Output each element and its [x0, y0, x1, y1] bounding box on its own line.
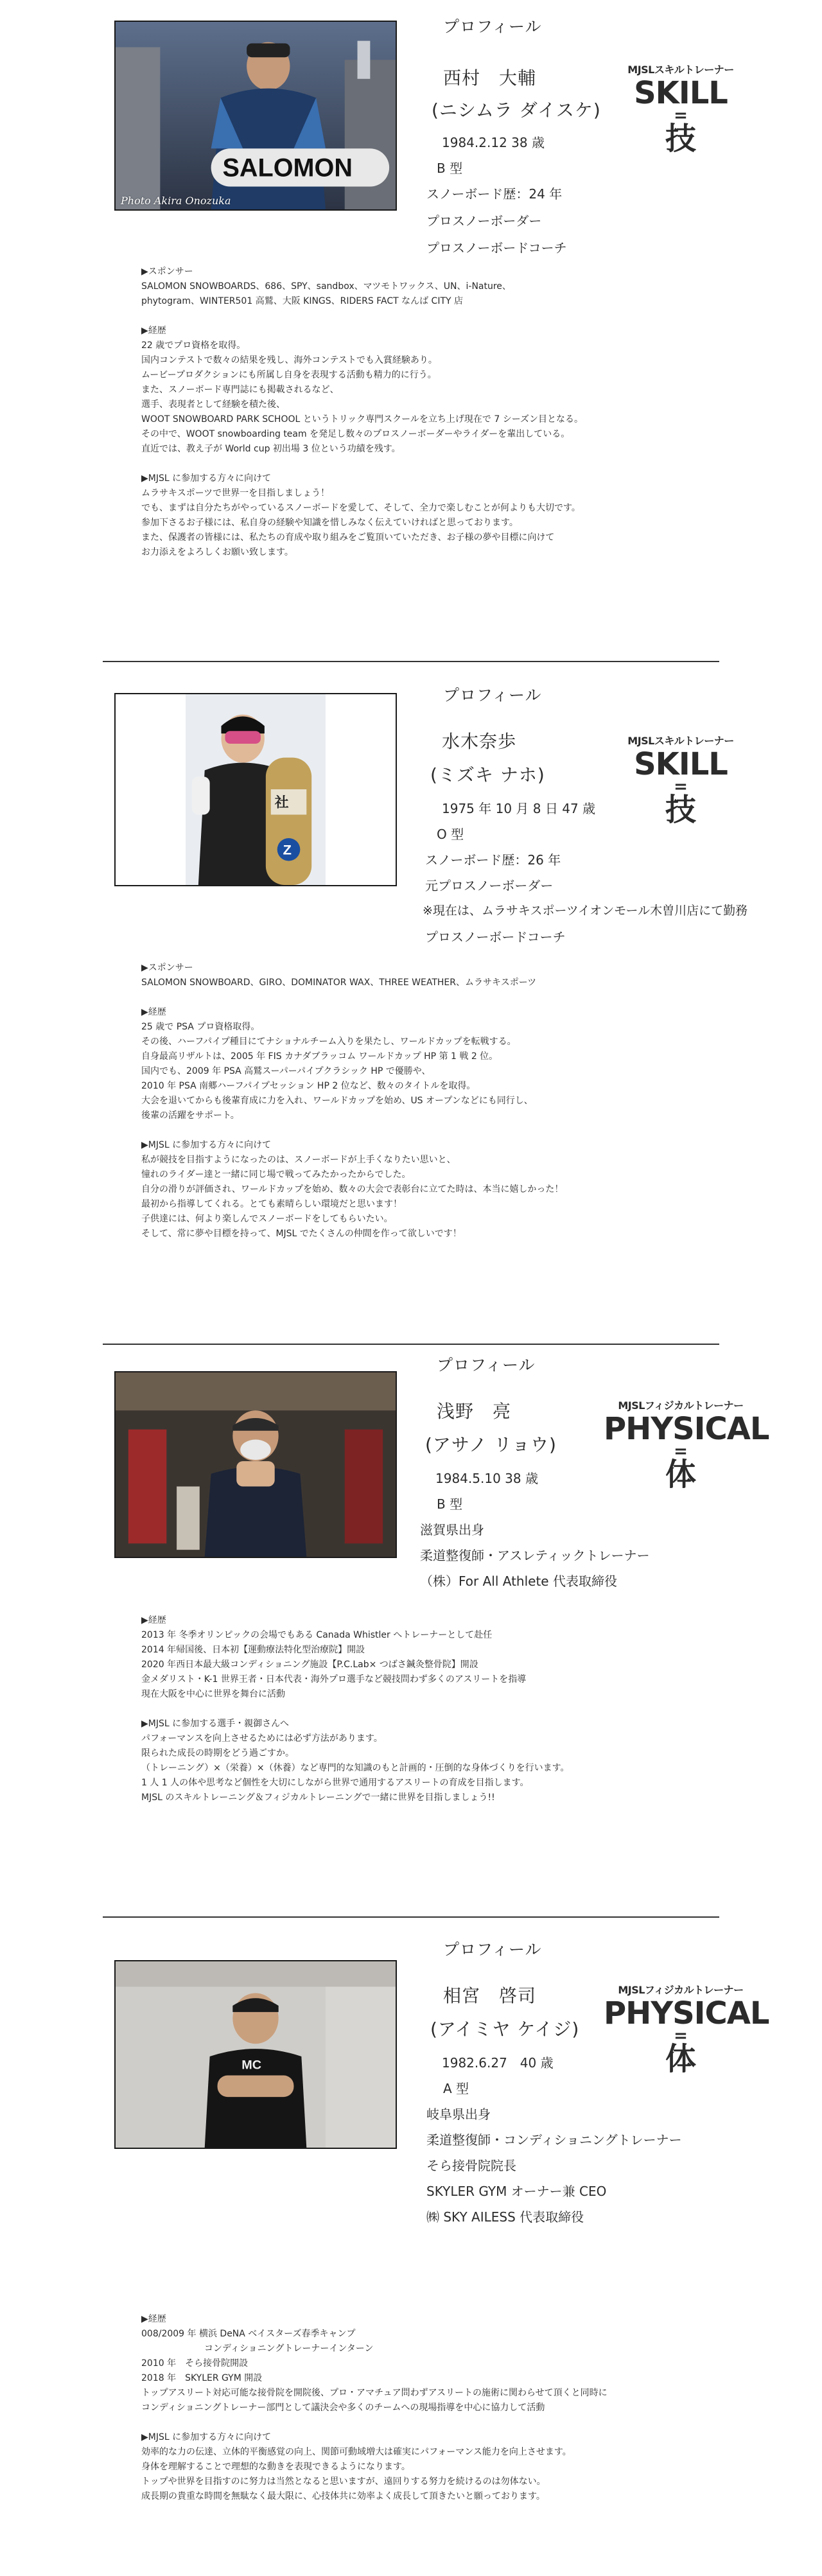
trainer-card-asano — [0, 1345, 822, 1916]
trainer-kana: (ニシムラ ダイスケ) — [432, 100, 601, 121]
bio-line: WOOT SNOWBOARD PARK SCHOOL というトリック専門スクールを立ち上げ現在で 7 シーズン目となる。 — [141, 414, 583, 425]
bio-line: また、スノーボード専門誌にも掲載されるなど、 — [141, 385, 339, 395]
bio-line: トップアスリート対応可能な接骨院を開院後、プロ・アマチュア問わずアスリートの施術に関わらせて頂くと同時に — [141, 2388, 608, 2398]
profile-heading: プロフィール — [443, 17, 542, 36]
bio-line: MJSL のスキルトレーニング＆フィジカルトレーニングで一緒に世界を目指しましょう!! — [141, 1792, 495, 1803]
bio-line: 直近では、教え子が World cup 初出場 3 位という功績を残す。 — [141, 444, 401, 454]
bio-line: 参加下さるお子様には、私自身の経験や知識を惜しみなく伝えていければと思っております。 — [141, 518, 518, 528]
bio-line: そして、常に夢や目標を持って、MJSL でたくさんの仲間を作って欲しいです！ — [141, 1229, 462, 1239]
bio-line: 現在大阪を中心に世界を舞台に活動 — [141, 1689, 285, 1699]
trainer-photo-mizuki — [114, 693, 397, 886]
profile-heading: プロフィール — [437, 1356, 536, 1374]
bio-line: 自身最高リザルトは、2005 年 FIS カナダブラッコム ワールドカップ HP 第 1 戦 2 位。 — [141, 1051, 498, 1062]
profile-birth: 1984.2.12 38 歳 — [442, 135, 545, 150]
bio-line: コンディショニングトレーナー部門として議決会や多くのチームへの現場指導を中心に協力して活動 — [141, 2403, 545, 2413]
bio-line: 後輩の活躍をサポート。 — [141, 1110, 240, 1121]
badge-equals: = — [674, 777, 688, 796]
badge-label: MJSLフィジカルトレーナー — [618, 1399, 744, 1412]
badge-kanji: 技 — [665, 121, 696, 157]
profile-role: そら接骨院院長 — [426, 2158, 516, 2173]
trainer-bio — [141, 2312, 777, 2504]
paragraph-gap — [141, 457, 777, 471]
profile-origin: 滋賀県出身 — [420, 1522, 484, 1538]
profile-career: スノーボード歴：24 年 — [426, 186, 563, 202]
bio-line: 2013 年 冬季オリンピックの会場でもある Canada Whistler へトレーナーとして赴任 — [141, 1630, 493, 1640]
bio-line: 選手、表現者として経験を積た後、 — [141, 399, 285, 410]
profile-origin: 岐阜県出身 — [426, 2107, 491, 2122]
profile-role: プロスノーボードコーチ — [425, 929, 566, 945]
bio-line: 国内コンテストで数々の結果を残し、海外コンテストでも入賞経験あり。 — [141, 355, 437, 365]
trainer-name: 相宮 啓司 — [443, 1985, 537, 2006]
bio-line: コンディショニングトレーナーインターン — [141, 2344, 374, 2354]
profile-role: 柔道整復師・コンディショニングトレーナー — [426, 2132, 682, 2148]
badge-equals: = — [674, 2026, 688, 2046]
bio-line: 大会を退いてからも後輩育成に力を入れ、ワールドカップを始め、US オープンなどにも同行し、 — [141, 1096, 533, 1106]
profile-company: （株）For All Athlete 代表取締役 — [420, 1573, 617, 1589]
profile-role: SKYLER GYM オーナー兼 CEO — [426, 2184, 607, 2199]
trainer-badge-skill — [604, 733, 758, 828]
bio-line: 008/2009 年 横浜 DeNA ベイスターズ春季キャンプ — [141, 2329, 356, 2339]
trainer-name: 浅野 亮 — [437, 1401, 512, 1422]
badge-label: MJSLスキルトレーナー — [627, 64, 734, 76]
trainer-badge-physical — [604, 1982, 769, 2078]
paragraph-gap — [141, 1702, 777, 1717]
section-heading: ▶経歴 — [141, 326, 166, 336]
section-heading: ▶スポンサー — [141, 267, 193, 277]
bio-line: 2010 年 そら接骨院開設 — [141, 2358, 249, 2369]
trainer-card-nishimura — [0, 0, 822, 662]
trainer-kana: (アサノ リョウ) — [425, 1434, 557, 1455]
profile-blood: A 型 — [443, 2081, 469, 2096]
bio-line: 国内でも、2009 年 PSA 高鷲スーパーパイプクラシック HP で優勝や、 — [141, 1066, 431, 1076]
badge-equals: = — [674, 1442, 688, 1461]
paragraph-gap — [141, 1123, 777, 1138]
trainer-photo-nishimura — [114, 21, 397, 211]
bio-line: 2020 年西日本最大級コンディショニング施設【P.C.Lab× つばさ鍼灸整骨院】開設 — [141, 1660, 478, 1670]
bio-line: ムラサキスポーツで世界一を目指しましょう！ — [141, 488, 330, 498]
profile-role: プロスノーボーダー — [426, 213, 542, 229]
trainer-card-mizuki — [0, 662, 822, 1344]
bio-line: 成長期の貴重な時間を無駄なく最大限に、心技体共に効率よく成長して頂きたいと願っております。 — [141, 2491, 545, 2502]
badge-label: MJSLスキルトレーナー — [627, 735, 734, 747]
profile-heading: プロフィール — [443, 686, 542, 705]
bio-line: パフォーマンスを向上させるためには必ず方法があります。 — [141, 1733, 383, 1744]
trainer-kana: (アイミヤ ケイジ) — [430, 2019, 580, 2040]
trainer-name: 水木奈歩 — [442, 731, 517, 752]
bio-line: SALOMON SNOWBOARDS、686、SPY、sandbox、マツモトワックス、UN、i-Nature、 — [141, 281, 511, 292]
badge-word: PHYSICAL — [604, 1995, 769, 2031]
bio-line: （トレーニング）×（栄養）×（休養）など専門的な知識のもと計画的・圧倒的な身体づくりを行います。 — [141, 1763, 570, 1773]
profile-birth: 1975 年 10 月 8 日 47 歳 — [442, 801, 596, 816]
badge-kanji: 体 — [665, 2041, 696, 2078]
bio-line: 金メダリスト・K-1 世界王者・日本代表・海外プロ選手など競技問わず多くのアスリートを指導 — [141, 1674, 527, 1685]
bio-line: 22 歳でプロ資格を取得。 — [141, 340, 246, 351]
bio-line: 2014 年帰国後、日本初【運動療法特化型治療院】開設 — [141, 1645, 365, 1655]
paragraph-gap — [141, 990, 777, 1005]
svg-text:MC: MC — [241, 2058, 262, 2072]
trainer-kana: (ミズキ ナホ) — [430, 764, 545, 785]
badge-word: SKILL — [634, 746, 728, 782]
svg-text:SALOMON: SALOMON — [222, 153, 353, 182]
profile-company: ㈱ SKY AILESS 代表取締役 — [426, 2209, 584, 2225]
section-heading: ▶経歴 — [141, 1615, 166, 1625]
section-heading: ▶MJSL に参加する方々に向けて — [141, 473, 272, 484]
section-heading: ▶スポンサー — [141, 963, 193, 973]
bio-line: 最初から指導してくれる。とても素晴らしい環境だと思います！ — [141, 1199, 402, 1209]
bio-line: お力添えをよろしくお願い致します。 — [141, 547, 293, 557]
profile-role: 柔道整復師・アスレティックトレーナー — [420, 1548, 650, 1563]
trainer-bio — [141, 961, 777, 1241]
bio-line: 身体を理解することで理想的な動きを表現できるようになります。 — [141, 2462, 410, 2472]
badge-kanji: 技 — [665, 792, 696, 828]
bio-line: また、保護者の皆様には、私たちの育成や取り組みをご覧頂いていただき、お子様の夢や目標に向けて — [141, 532, 555, 543]
section-heading: ▶経歴 — [141, 1007, 166, 1017]
bio-line: 憧れのライダー達と一緒に同じ場で戦ってみたかったからでした。 — [141, 1170, 411, 1180]
profile-blood: O 型 — [437, 827, 464, 842]
profile-heading: プロフィール — [443, 1940, 542, 1959]
badge-kanji: 体 — [665, 1457, 696, 1493]
bio-line: 限られた成長の時期をどう過ごすか。 — [141, 1748, 294, 1758]
profile-birth: 1982.6.27 40 歳 — [442, 2055, 554, 2071]
badge-equals: = — [674, 106, 688, 125]
trainer-photo-asano — [114, 1371, 397, 1558]
paragraph-gap — [141, 309, 777, 324]
bio-line: その中で、WOOT snowboarding team を発足し数々のプロスノーボーダーやライダーを輩出している。 — [141, 429, 570, 439]
profile-blood: B 型 — [437, 161, 463, 176]
bio-line: SALOMON SNOWBOARD、GIRO、DOMINATOR WAX、THREE WEATHER、ムラサキスポーツ — [141, 977, 537, 988]
section-heading: ▶MJSL に参加する方々に向けて — [141, 1140, 272, 1150]
bio-line: 1 人 1 人の体や思考など個性を大切にしながら世界で通用するアスリートの育成を目指します。 — [141, 1778, 529, 1788]
paragraph-gap — [141, 2415, 777, 2430]
bio-line: 私が競技を目指すようになったのは、スノーボードが上手くなりたい思いと、 — [141, 1155, 456, 1165]
trainer-card-aimiya — [0, 1918, 822, 2576]
badge-label: MJSLフィジカルトレーナー — [618, 1984, 744, 1996]
trainer-name: 西村 大輔 — [443, 67, 537, 89]
section-heading: ▶MJSL に参加する選手・親御さんへ — [141, 1719, 289, 1729]
profile-role: プロスノーボードコーチ — [426, 240, 567, 256]
bio-line: 2010 年 PSA 南郷ハーフパイプセッション HP 2 位など、数々のタイトルを取得。 — [141, 1081, 476, 1091]
trainer-badge-physical — [604, 1398, 769, 1493]
bio-line: 自分の滑りが評価され、ワールドカップを始め、数々の大会で表彰台に立てた時は、本当に嬉しかった！ — [141, 1184, 564, 1195]
profile-note: ※現在は、ムラサキスポーツイオンモール木曽川店にて勤務 — [423, 904, 748, 918]
profile-career: スノーボード歴：26 年 — [425, 852, 561, 868]
profile-blood: B 型 — [437, 1496, 463, 1512]
profile-role: 元プロスノーボーダー — [425, 878, 554, 893]
svg-text:Z: Z — [283, 841, 292, 858]
trainer-bio — [141, 1613, 777, 1805]
section-heading: ▶MJSL に参加する方々に向けて — [141, 2432, 272, 2442]
bio-line: phytogram、WINTER501 高鷲、大阪 KINGS、RIDERS FACT なんば CITY 店 — [141, 296, 463, 306]
section-heading: ▶経歴 — [141, 2314, 166, 2324]
trainer-bio — [141, 265, 777, 560]
bio-line: 2018 年 SKYLER GYM 開設 — [141, 2373, 263, 2383]
badge-word: SKILL — [634, 75, 728, 111]
svg-text:社: 社 — [274, 794, 289, 811]
bio-line: 効率的な力の伝達、立体的平衡感覚の向上、関節可動域増大は確実にパフォーマンス能力を向上させます。 — [141, 2447, 572, 2457]
bio-line: ムービープロダクションにも所属し自身を表現する活動も精力的に行う。 — [141, 370, 437, 380]
bio-line: 子供達には、何より楽しんでスノーボードをしてもらいたい。 — [141, 1214, 393, 1224]
trainer-badge-skill — [604, 62, 758, 157]
bio-line: その後、ハーフパイプ種目にてナショナルチーム入りを果たし、ワールドカップを転戦する。 — [141, 1037, 516, 1047]
bio-line: 25 歳で PSA プロ資格取得。 — [141, 1022, 260, 1032]
badge-word: PHYSICAL — [604, 1411, 769, 1447]
bio-line: でも、まずは自分たちがやっているスノーボードを愛して、そして、全力で楽しむことが何よりも大切です。 — [141, 503, 581, 513]
trainer-photo-aimiya — [114, 1960, 397, 2149]
profile-birth: 1984.5.10 38 歳 — [435, 1471, 538, 1486]
bio-line: トップや世界を目指すのに努力は当然となると思いますが、遠回りする努力を続けるのは勿体ない。 — [141, 2476, 546, 2487]
photo-credit: Photo Akira Onozuka — [121, 195, 231, 207]
